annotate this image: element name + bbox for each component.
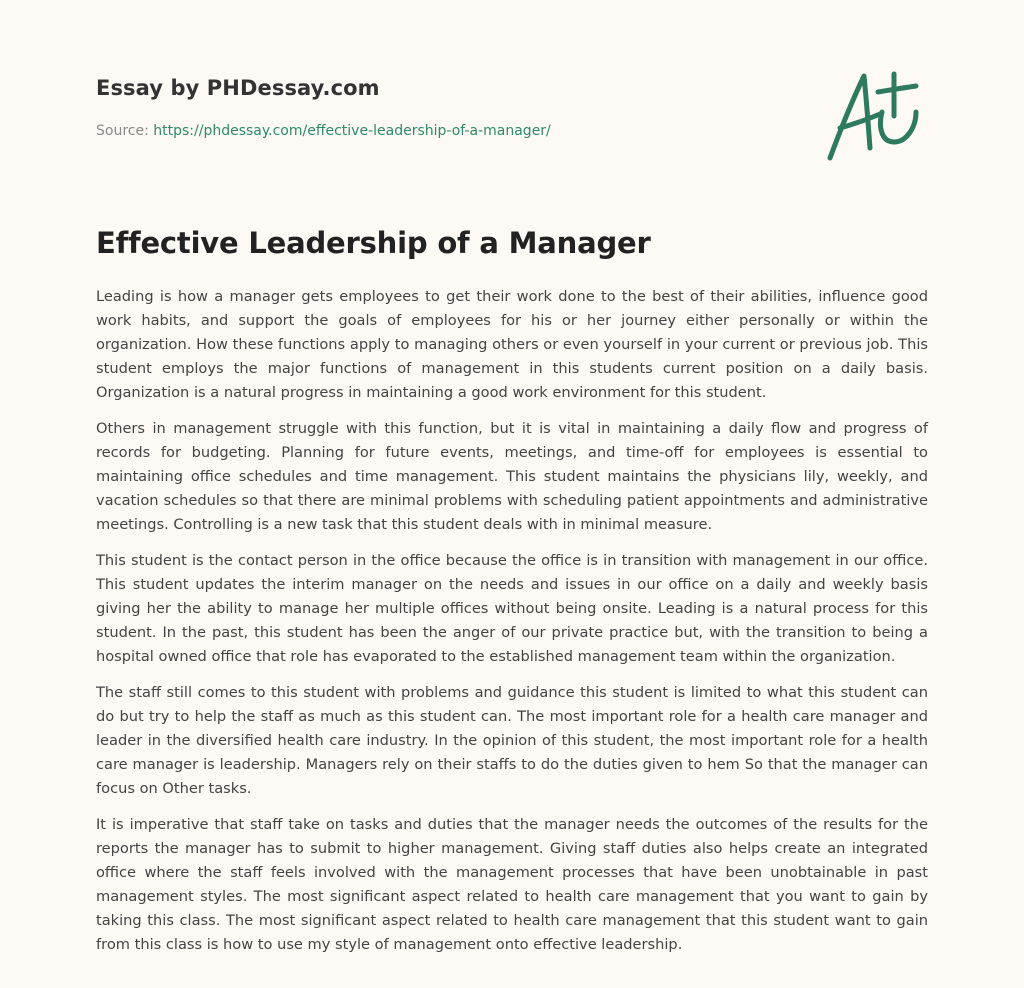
source-link[interactable]: https://phdessay.com/effective-leadership-of-a-manager/ (153, 123, 551, 139)
a-plus-logo-icon (820, 66, 932, 166)
essay-title: Effective Leadership of a Manager (96, 226, 651, 260)
paragraph: Others in management struggle with this function, but it is vital in maintaining a daily flow and progress of records for budgeting. Planning for future events, meetings, and time-off for employees is essential to maintaining office schedules and time management. This student maintains the physicians lily, weekly, and vacation schedules so that there are minimal problems with scheduling patient appointments and administrative meetings. Controlling is a new task that this student deals with in minimal measure. (96, 420, 928, 533)
page-header (96, 76, 796, 139)
paragraph: This student is the contact person in the office because the office is in transition with management in our office. This student updates the interim manager on the needs and issues in our office on a daily and weekly basis giving her the ability to manage her multiple offices without being onsite. Leading is a natural process for this student. In the past, this student has been the anger of our private practice but, with the transition to being a hospital owned office that role has evaporated to the established management team within the organization. (96, 552, 928, 665)
essay-body (96, 285, 928, 969)
paragraph: Leading is how a manager gets employees to get their work done to the best of their abilities, influence good work habits, and support the goals of employees for his or her journey either personally or within the organization. How these functions apply to managing others or even yourself in your current or previous job. This student employs the major functions of management in this students current position on a daily basis. Organization is a natural progress in maintaining a good work environment for this student. (96, 288, 928, 401)
site-brand: Essay by PHDessay.com (96, 76, 380, 100)
source-line (96, 123, 796, 139)
paragraph: It is imperative that staff take on tasks and duties that the manager needs the outcomes of the results for the reports the manager has to submit to higher management. Giving staff duties also helps create an integrated office where the staff feels involved with the management processes that have been unobtainable in past management styles. The most significant aspect related to health care management that you want to gain by taking this class. The most significant aspect related to health care management that this student want to gain from this class is how to use my style of management onto effective leadership. (96, 816, 928, 953)
paragraph: The staff still comes to this student with problems and guidance this student is limited to what this student can do but try to help the staff as much as this student can. The most important role for a health care manager and leader in the diversified health care industry. In the opinion of this student, the most important role for a health care manager is leadership. Managers rely on their staffs to do the duties given to hem So that the manager can focus on Other tasks. (96, 684, 928, 797)
source-label: Source: (96, 123, 149, 139)
